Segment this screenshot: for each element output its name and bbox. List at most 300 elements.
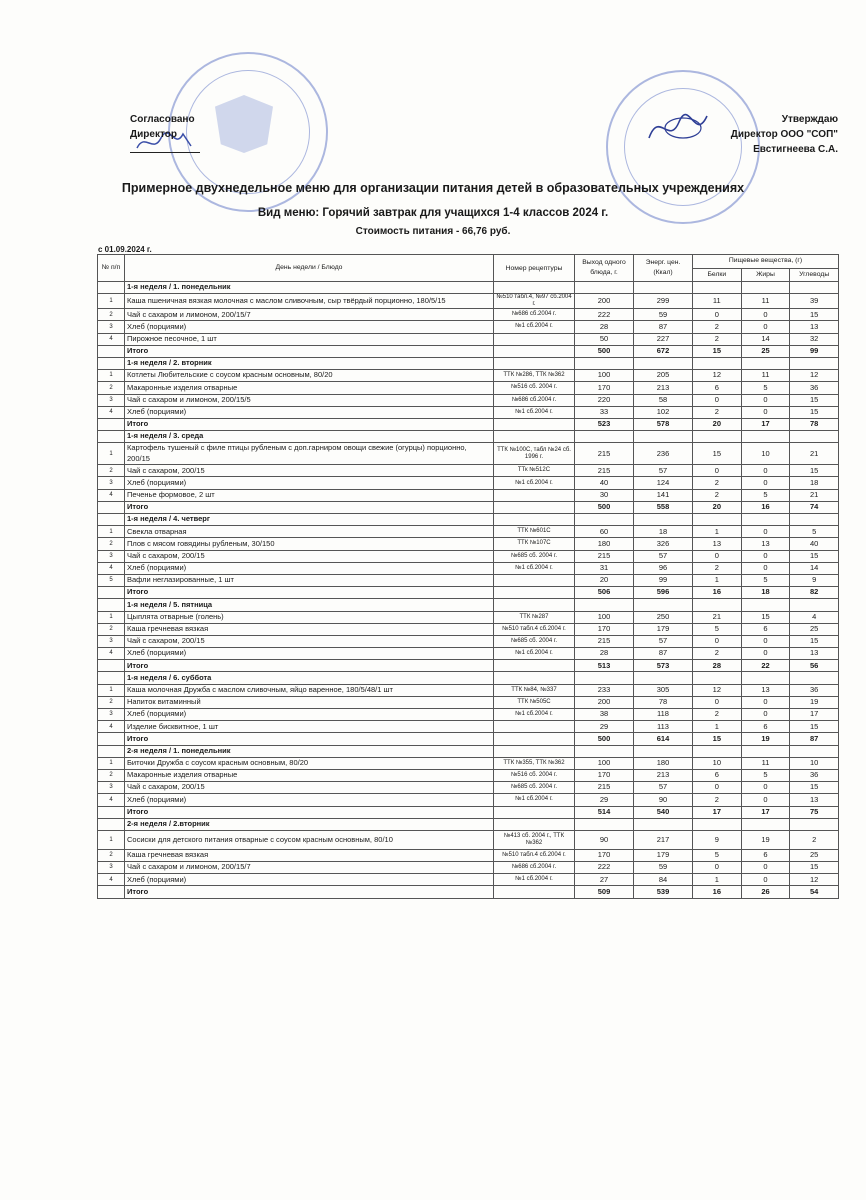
- day-header-row: [98, 514, 839, 526]
- header-protein: Белки: [693, 268, 742, 282]
- empty-cell: [98, 599, 125, 611]
- day-label: 1-я неделя / 6. суббота: [125, 672, 494, 684]
- cell-p: 2: [693, 562, 742, 574]
- table-row: [98, 757, 839, 769]
- cell-name: Свекла отварная: [125, 526, 494, 538]
- cell-n: 3: [98, 635, 125, 647]
- cell-f: 11: [741, 294, 790, 309]
- cell-out: 27: [575, 874, 634, 886]
- cell-en: 57: [634, 635, 693, 647]
- empty-cell: [790, 672, 839, 684]
- table-row: [98, 830, 839, 849]
- total-c: 78: [790, 418, 839, 430]
- empty-cell: [575, 818, 634, 830]
- cell-c: 13: [790, 794, 839, 806]
- cell-name: Вафли неглазированные, 1 шт: [125, 574, 494, 586]
- cell-n: 5: [98, 574, 125, 586]
- cell-rec: №685 сб. 2004 г.: [494, 635, 575, 647]
- cell-n: 3: [98, 862, 125, 874]
- table-row: [98, 684, 839, 696]
- cell-c: 9: [790, 574, 839, 586]
- total-c: 87: [790, 733, 839, 745]
- total-label: Итого: [125, 345, 494, 357]
- cell-rec: №1 сб.2004 г.: [494, 794, 575, 806]
- cell-out: 170: [575, 849, 634, 861]
- cell-c: 36: [790, 769, 839, 781]
- cell-name: Чай с сахаром и лимоном, 200/15/7: [125, 862, 494, 874]
- empty-cell: [575, 357, 634, 369]
- total-en: 596: [634, 587, 693, 599]
- cell-rec: ТТК №286, ТТК №362: [494, 370, 575, 382]
- header-output: Выход одного блюда, г.: [575, 255, 634, 282]
- cell-n: 1: [98, 611, 125, 623]
- day-label: 1-я неделя / 3. среда: [125, 431, 494, 443]
- cell-rec: №1 сб.2004 г.: [494, 321, 575, 333]
- table-row: [98, 562, 839, 574]
- header-energy: Энерг. цен. (Ккал): [634, 255, 693, 282]
- cell-c: 19: [790, 696, 839, 708]
- total-row: [98, 733, 839, 745]
- cell-en: 179: [634, 849, 693, 861]
- cell-name: Хлеб (порциями): [125, 562, 494, 574]
- day-header-row: [98, 282, 839, 294]
- day-header-row: [98, 672, 839, 684]
- cell-en: 59: [634, 862, 693, 874]
- total-f: 19: [741, 733, 790, 745]
- cell-out: 28: [575, 321, 634, 333]
- cell-p: 0: [693, 465, 742, 477]
- total-c: 75: [790, 806, 839, 818]
- cell-p: 0: [693, 550, 742, 562]
- cell-name: Котлеты Любительские с соусом красным основным, 80/20: [125, 370, 494, 382]
- cell-f: 5: [741, 574, 790, 586]
- cell-f: 10: [741, 443, 790, 465]
- empty-cell: [634, 672, 693, 684]
- empty-cell: [634, 745, 693, 757]
- empty-cell: [693, 818, 742, 830]
- approval-right-position: Директор ООО "СОП": [730, 129, 838, 140]
- cell-en: 205: [634, 370, 693, 382]
- cell-n: 3: [98, 550, 125, 562]
- cell-name: Печенье формовое, 2 шт: [125, 489, 494, 501]
- total-en: 672: [634, 345, 693, 357]
- date-from: с 01.09.2024 г.: [98, 245, 152, 254]
- cell-out: 215: [575, 782, 634, 794]
- day-header-row: [98, 431, 839, 443]
- cell-name: Картофель тушеный с филе птицы рубленым с доп.гарниром овощи свежие (огурцы) порционно, 200/15: [125, 443, 494, 465]
- cell-name: Хлеб (порциями): [125, 709, 494, 721]
- cell-p: 2: [693, 709, 742, 721]
- cell-name: Макаронные изделия отварные: [125, 382, 494, 394]
- cell-c: 10: [790, 757, 839, 769]
- cell-en: 96: [634, 562, 693, 574]
- empty-cell: [790, 431, 839, 443]
- table-row: [98, 394, 839, 406]
- empty-cell: [494, 431, 575, 443]
- cell-en: 326: [634, 538, 693, 550]
- cell-en: 141: [634, 489, 693, 501]
- empty-cell: [575, 672, 634, 684]
- cell-p: 5: [693, 623, 742, 635]
- cell-p: 6: [693, 769, 742, 781]
- total-row: [98, 806, 839, 818]
- cell-p: 2: [693, 333, 742, 345]
- right-signature-icon: [645, 108, 715, 148]
- cell-f: 14: [741, 333, 790, 345]
- total-f: 18: [741, 587, 790, 599]
- total-c: 74: [790, 501, 839, 513]
- day-header-row: [98, 745, 839, 757]
- cell-out: 40: [575, 477, 634, 489]
- total-f: 16: [741, 501, 790, 513]
- table-row: [98, 550, 839, 562]
- empty-cell: [494, 660, 575, 672]
- total-p: 17: [693, 806, 742, 818]
- cell-f: 11: [741, 370, 790, 382]
- total-out: 509: [575, 886, 634, 898]
- cell-n: 3: [98, 321, 125, 333]
- cell-rec: ТТК №107С: [494, 538, 575, 550]
- cell-n: 3: [98, 782, 125, 794]
- cell-p: 0: [693, 394, 742, 406]
- empty-cell: [634, 818, 693, 830]
- cell-c: 17: [790, 709, 839, 721]
- cell-name: Каша молочная Дружба с маслом сливочным, яйцо варенное, 180/5/48/1 шт: [125, 684, 494, 696]
- cell-name: Изделие бисквитное, 1 шт: [125, 721, 494, 733]
- empty-cell: [741, 672, 790, 684]
- cell-n: 2: [98, 849, 125, 861]
- empty-cell: [741, 514, 790, 526]
- empty-cell: [98, 514, 125, 526]
- cell-en: 250: [634, 611, 693, 623]
- cell-out: 215: [575, 635, 634, 647]
- total-f: 22: [741, 660, 790, 672]
- table-row: [98, 370, 839, 382]
- cell-rec: №413 сб. 2004 г., ТТК №362: [494, 830, 575, 849]
- header-fat: Жиры: [741, 268, 790, 282]
- cell-n: 2: [98, 696, 125, 708]
- table-row: [98, 648, 839, 660]
- cell-c: 15: [790, 782, 839, 794]
- total-f: 17: [741, 418, 790, 430]
- table-row: [98, 333, 839, 345]
- cell-f: 0: [741, 477, 790, 489]
- cell-name: Чай с сахаром, 200/15: [125, 550, 494, 562]
- total-en: 573: [634, 660, 693, 672]
- empty-cell: [575, 514, 634, 526]
- total-label: Итого: [125, 733, 494, 745]
- cell-name: Каша гречневая вязкая: [125, 849, 494, 861]
- cell-out: 30: [575, 489, 634, 501]
- total-en: 540: [634, 806, 693, 818]
- day-header-row: [98, 599, 839, 611]
- empty-cell: [634, 599, 693, 611]
- cell-c: 12: [790, 370, 839, 382]
- cell-out: 28: [575, 648, 634, 660]
- cell-rec: №686 сб.2004 г.: [494, 309, 575, 321]
- cell-name: Хлеб (порциями): [125, 477, 494, 489]
- empty-cell: [494, 501, 575, 513]
- cell-p: 1: [693, 721, 742, 733]
- empty-cell: [790, 818, 839, 830]
- empty-cell: [98, 587, 125, 599]
- cell-n: 1: [98, 684, 125, 696]
- table-row: [98, 696, 839, 708]
- empty-cell: [98, 745, 125, 757]
- cell-rec: №1 сб.2004 г.: [494, 709, 575, 721]
- cell-en: 305: [634, 684, 693, 696]
- empty-cell: [575, 431, 634, 443]
- cell-f: 0: [741, 782, 790, 794]
- cell-en: 57: [634, 782, 693, 794]
- cell-rec: ТТК №287: [494, 611, 575, 623]
- empty-cell: [494, 587, 575, 599]
- cell-p: 0: [693, 696, 742, 708]
- cell-en: 227: [634, 333, 693, 345]
- total-label: Итого: [125, 886, 494, 898]
- day-label: 1-я неделя / 4. четверг: [125, 514, 494, 526]
- cell-en: 18: [634, 526, 693, 538]
- table-row: [98, 611, 839, 623]
- cell-rec: №686 сб.2004 г.: [494, 862, 575, 874]
- cell-name: Хлеб (порциями): [125, 406, 494, 418]
- total-c: 54: [790, 886, 839, 898]
- cell-p: 12: [693, 684, 742, 696]
- header-recipe: Номер рецептуры: [494, 255, 575, 282]
- cell-rec: №1 сб.2004 г.: [494, 477, 575, 489]
- cell-rec: ТТК №100С, табл №24 сб. 1996 г.: [494, 443, 575, 465]
- table-row: [98, 635, 839, 647]
- total-out: 513: [575, 660, 634, 672]
- cell-p: 11: [693, 294, 742, 309]
- total-c: 82: [790, 587, 839, 599]
- total-en: 558: [634, 501, 693, 513]
- cell-c: 12: [790, 874, 839, 886]
- cell-c: 14: [790, 562, 839, 574]
- total-out: 506: [575, 587, 634, 599]
- header-carbs: Углеводы: [790, 268, 839, 282]
- cell-en: 236: [634, 443, 693, 465]
- empty-cell: [634, 514, 693, 526]
- total-out: 514: [575, 806, 634, 818]
- empty-cell: [634, 431, 693, 443]
- table-row: [98, 794, 839, 806]
- total-out: 500: [575, 345, 634, 357]
- total-p: 15: [693, 345, 742, 357]
- cell-p: 12: [693, 370, 742, 382]
- cell-n: 1: [98, 294, 125, 309]
- total-out: 523: [575, 418, 634, 430]
- empty-cell: [98, 357, 125, 369]
- total-row: [98, 660, 839, 672]
- cell-out: 215: [575, 443, 634, 465]
- cell-en: 87: [634, 648, 693, 660]
- cell-f: 6: [741, 849, 790, 861]
- empty-cell: [98, 345, 125, 357]
- cell-rec: №510 табл.4 сб.2004 г.: [494, 849, 575, 861]
- day-label: 2-я неделя / 1. понедельник: [125, 745, 494, 757]
- cell-c: 18: [790, 477, 839, 489]
- cell-p: 2: [693, 794, 742, 806]
- cell-out: 215: [575, 550, 634, 562]
- cell-f: 13: [741, 684, 790, 696]
- cell-f: 6: [741, 623, 790, 635]
- header-nutrients: Пищевые вещества, (г): [693, 255, 839, 269]
- cell-en: 84: [634, 874, 693, 886]
- cell-p: 9: [693, 830, 742, 849]
- cell-rec: ТТК №601С: [494, 526, 575, 538]
- empty-cell: [575, 599, 634, 611]
- cell-p: 10: [693, 757, 742, 769]
- cell-en: 58: [634, 394, 693, 406]
- cell-name: Напиток витаминный: [125, 696, 494, 708]
- cell-rec: ТТК №505С: [494, 696, 575, 708]
- cell-p: 1: [693, 526, 742, 538]
- table-row: [98, 526, 839, 538]
- empty-cell: [790, 514, 839, 526]
- cell-p: 2: [693, 477, 742, 489]
- total-en: 614: [634, 733, 693, 745]
- cell-f: 19: [741, 830, 790, 849]
- cell-en: 78: [634, 696, 693, 708]
- cell-rec: [494, 333, 575, 345]
- cell-p: 5: [693, 849, 742, 861]
- empty-cell: [741, 431, 790, 443]
- cell-f: 0: [741, 874, 790, 886]
- cell-c: 15: [790, 721, 839, 733]
- cell-en: 213: [634, 769, 693, 781]
- table-row: [98, 849, 839, 861]
- cell-out: 31: [575, 562, 634, 574]
- empty-cell: [693, 282, 742, 294]
- empty-cell: [741, 818, 790, 830]
- cell-n: 4: [98, 874, 125, 886]
- table-row: [98, 309, 839, 321]
- cell-c: 15: [790, 550, 839, 562]
- cell-c: 15: [790, 394, 839, 406]
- cell-c: 21: [790, 443, 839, 465]
- cell-f: 0: [741, 794, 790, 806]
- cell-n: 4: [98, 333, 125, 345]
- cell-p: 2: [693, 489, 742, 501]
- cell-c: 15: [790, 465, 839, 477]
- cell-name: Каша гречневая вязкая: [125, 623, 494, 635]
- table-row: [98, 623, 839, 635]
- table-row: [98, 769, 839, 781]
- empty-cell: [693, 514, 742, 526]
- empty-cell: [741, 282, 790, 294]
- cell-p: 2: [693, 321, 742, 333]
- cell-en: 299: [634, 294, 693, 309]
- cell-rec: [494, 489, 575, 501]
- cell-p: 0: [693, 635, 742, 647]
- cell-name: Чай с сахаром, 200/15: [125, 782, 494, 794]
- cell-en: 213: [634, 382, 693, 394]
- empty-cell: [98, 672, 125, 684]
- cell-c: 40: [790, 538, 839, 550]
- cell-n: 3: [98, 477, 125, 489]
- empty-cell: [693, 599, 742, 611]
- cell-f: 11: [741, 757, 790, 769]
- empty-cell: [494, 806, 575, 818]
- cell-en: 59: [634, 309, 693, 321]
- empty-cell: [494, 886, 575, 898]
- cell-c: 25: [790, 623, 839, 635]
- cell-n: 1: [98, 370, 125, 382]
- cell-f: 0: [741, 526, 790, 538]
- cell-c: 4: [790, 611, 839, 623]
- total-label: Итого: [125, 660, 494, 672]
- empty-cell: [98, 418, 125, 430]
- cell-out: 90: [575, 830, 634, 849]
- cell-f: 0: [741, 862, 790, 874]
- cell-f: 0: [741, 309, 790, 321]
- cell-n: 4: [98, 406, 125, 418]
- empty-cell: [790, 745, 839, 757]
- total-c: 56: [790, 660, 839, 672]
- cell-name: Хлеб (порциями): [125, 648, 494, 660]
- empty-cell: [494, 745, 575, 757]
- cell-out: 100: [575, 370, 634, 382]
- cell-name: Биточки Дружба с соусом красным основным, 80/20: [125, 757, 494, 769]
- cell-p: 2: [693, 648, 742, 660]
- empty-cell: [494, 818, 575, 830]
- total-row: [98, 345, 839, 357]
- cell-p: 21: [693, 611, 742, 623]
- total-en: 578: [634, 418, 693, 430]
- cell-p: 2: [693, 406, 742, 418]
- cell-rec: [494, 721, 575, 733]
- cell-en: 99: [634, 574, 693, 586]
- cell-f: 5: [741, 489, 790, 501]
- cell-out: 200: [575, 294, 634, 309]
- cell-name: Чай с сахаром, 200/15: [125, 635, 494, 647]
- total-row: [98, 418, 839, 430]
- cell-f: 15: [741, 611, 790, 623]
- table-row: [98, 721, 839, 733]
- approval-left-title: Согласовано: [130, 114, 195, 125]
- cell-out: 33: [575, 406, 634, 418]
- cell-f: 0: [741, 406, 790, 418]
- empty-cell: [693, 745, 742, 757]
- empty-cell: [693, 431, 742, 443]
- cell-n: 2: [98, 538, 125, 550]
- table-row: [98, 406, 839, 418]
- cell-out: 220: [575, 394, 634, 406]
- empty-cell: [98, 733, 125, 745]
- cell-en: 180: [634, 757, 693, 769]
- empty-cell: [741, 745, 790, 757]
- total-row: [98, 501, 839, 513]
- cell-name: Каша пшеничная вязкая молочная с маслом сливочным, сыр твёрдый порционно, 180/5/15: [125, 294, 494, 309]
- cell-en: 87: [634, 321, 693, 333]
- table-row: [98, 443, 839, 465]
- cell-rec: №1 сб.2004 г.: [494, 406, 575, 418]
- cell-f: 0: [741, 550, 790, 562]
- cell-c: 15: [790, 635, 839, 647]
- cell-out: 29: [575, 794, 634, 806]
- cell-n: 4: [98, 721, 125, 733]
- cell-n: 3: [98, 709, 125, 721]
- cell-en: 217: [634, 830, 693, 849]
- cell-f: 0: [741, 394, 790, 406]
- empty-cell: [494, 672, 575, 684]
- cell-p: 1: [693, 874, 742, 886]
- cell-name: Сосиски для детского питания отварные с соусом красным основным, 80/10: [125, 830, 494, 849]
- cell-c: 13: [790, 648, 839, 660]
- total-f: 17: [741, 806, 790, 818]
- total-p: 16: [693, 886, 742, 898]
